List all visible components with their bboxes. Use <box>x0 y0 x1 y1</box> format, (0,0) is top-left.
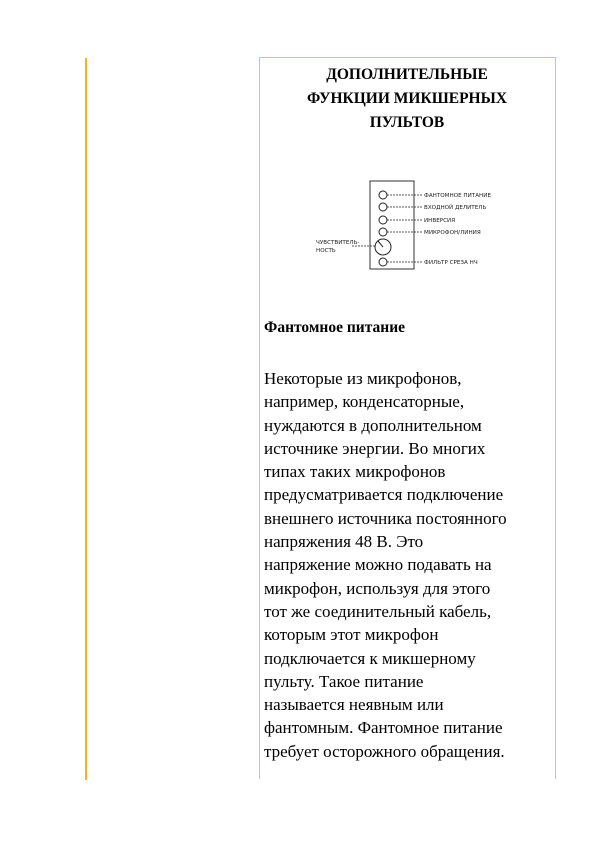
paragraph-line: предусматривается подключение <box>264 485 504 505</box>
section-heading: Фантомное питание <box>264 319 406 336</box>
paragraph-line: Некоторые из микрофонов, <box>264 369 462 388</box>
paragraph-line: пульту. Такое питание <box>264 671 424 691</box>
body-paragraph <box>264 367 556 763</box>
page-title <box>262 63 552 135</box>
paragraph-line: напряжения 48 В. Это <box>264 532 424 552</box>
paragraph-line: нуждаются в дополнительном <box>264 415 482 435</box>
paragraph-line: подключается к микшерному <box>264 648 476 668</box>
paragraph-line: тот же соединительный кабель, <box>264 601 492 621</box>
figure-label: ФАНТОМНОЕ ПИТАНИЕ <box>424 193 491 199</box>
paragraph-line: типах таких микрофонов <box>264 462 446 482</box>
paragraph-line: требует осторожного обращения. <box>264 741 505 761</box>
phantom-power-switch-icon <box>379 191 387 199</box>
figure-side-label: ЧУВСТВИТЕЛЬ- <box>316 240 360 246</box>
margin-rule <box>85 58 87 780</box>
figure-label: ВХОДНОЙ ДЕЛИТЕЛЬ <box>424 205 487 211</box>
paragraph-line: напряжение можно подавать на <box>264 555 492 575</box>
paragraph-line: которым этот микрофон <box>264 625 439 645</box>
figure-label: МИКРОФОН/ЛИНИЯ <box>424 230 481 236</box>
paragraph-line: внешнего источника постоянного <box>264 508 507 528</box>
paragraph-line: микрофон, используя для этого <box>264 578 491 598</box>
title-line: ФУНКЦИИ МИКШЕРНЫХ <box>306 90 508 107</box>
phase-invert-switch-icon <box>379 216 387 224</box>
low-cut-switch-icon <box>379 258 387 266</box>
title-line: ДОПОЛНИТЕЛЬНЫЕ <box>326 66 488 83</box>
paragraph-line: фантомным. Фантомное питание <box>264 718 503 738</box>
paragraph-line: источнике энергии. Во многих <box>264 438 486 458</box>
paragraph-line: называется неявным или <box>264 695 444 715</box>
mixer-channel-figure <box>312 180 512 270</box>
figure-label: ФИЛЬТР СРЕЗА НЧ <box>424 260 478 266</box>
figure-side-label: НОСТЬ <box>316 248 336 254</box>
paragraph-line: например, конденсаторные, <box>264 392 465 412</box>
figure-label: ИНВЕРСИЯ <box>424 218 456 224</box>
channel-strip-outline <box>370 181 414 269</box>
title-line: ПУЛЬТОВ <box>369 114 445 131</box>
input-pad-switch-icon <box>379 203 387 211</box>
mic-line-switch-icon <box>379 228 387 236</box>
